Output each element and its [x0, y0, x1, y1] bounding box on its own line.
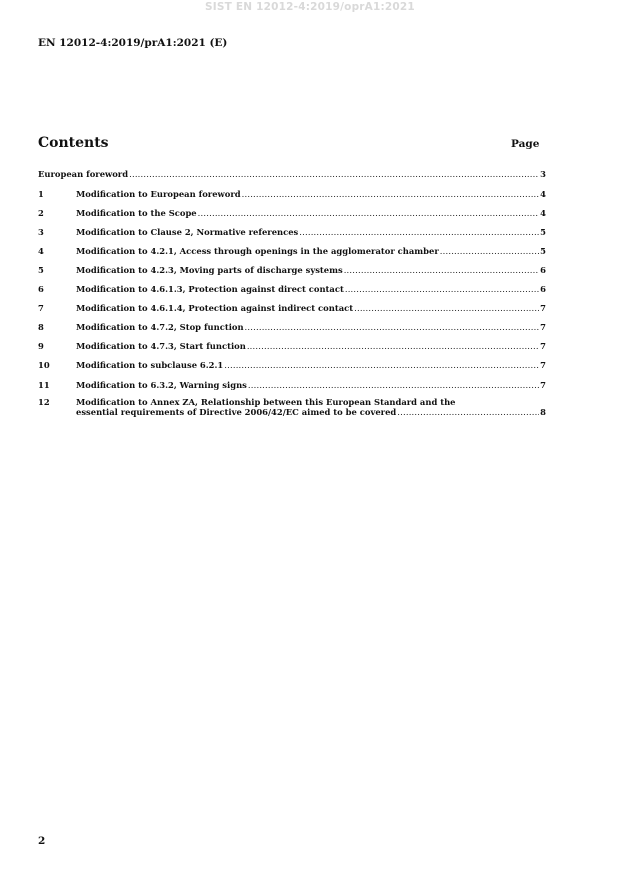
toc-entry-number: 12: [38, 397, 50, 408]
toc-entry[interactable]: [38, 225, 546, 237]
toc-entry-page: 6: [540, 284, 546, 295]
toc-leader-dots: [198, 208, 540, 218]
contents-heading: Contents: [38, 135, 109, 151]
toc-entry-title-line1: Modification to Annex ZA, Relationship between this European Standard and the: [76, 397, 456, 408]
toc-leader-dots: [247, 341, 539, 351]
toc-entry-page: 7: [540, 341, 546, 352]
toc-entry[interactable]: [38, 321, 546, 333]
toc-entry-title: Modification to 4.6.1.3, Protection against direct contact: [76, 284, 344, 295]
toc-entry[interactable]: [38, 397, 546, 417]
toc-entry-page: 8: [540, 407, 546, 418]
toc-entry-page: 4: [540, 207, 546, 218]
toc-entry-page: 3: [540, 168, 546, 179]
toc-leader-dots: [345, 284, 539, 294]
toc-entry-title: Modification to 4.6.1.4, Protection against indirect contact: [76, 303, 354, 314]
toc-entry-number: 2: [38, 207, 44, 218]
toc-entry-number: 6: [38, 284, 44, 295]
toc-entry-page: 4: [540, 188, 546, 199]
toc-entry[interactable]: [38, 302, 546, 314]
toc-entry[interactable]: [38, 167, 546, 179]
toc-leader-dots: [129, 169, 539, 179]
toc-entry-title: Modification to 4.7.3, Start function: [76, 341, 246, 352]
toc-entry-page: 5: [540, 226, 546, 237]
toc-entry[interactable]: [38, 359, 546, 371]
toc-entry-number: 7: [38, 303, 44, 314]
toc-entry-title: Modification to 4.7.2, Stop function: [76, 322, 244, 333]
toc-entry-number: 11: [38, 379, 50, 390]
toc-entry-page: 7: [540, 379, 546, 390]
toc-entry[interactable]: [38, 378, 546, 390]
toc-entry[interactable]: [38, 206, 546, 218]
toc-entry-title: Modification to European foreword: [76, 188, 241, 199]
toc-leader-dots: [224, 360, 539, 370]
toc-entry[interactable]: [38, 244, 546, 256]
toc-entry-title: European foreword: [38, 168, 129, 179]
toc-entry-page: 7: [540, 322, 546, 333]
toc-entry-number: 8: [38, 322, 44, 333]
toc-entry-number: 1: [38, 188, 44, 199]
toc-entry[interactable]: [38, 340, 546, 352]
toc-leader-dots: [397, 407, 539, 417]
toc-entry-number: 5: [38, 264, 44, 275]
toc-entry-title: Modification to 6.3.2, Warning signs: [76, 379, 247, 390]
toc-entry-page: 7: [540, 303, 546, 314]
toc-entry-title: Modification to 4.2.1, Access through openings in the agglomerator chamber: [76, 245, 439, 256]
toc-entry-title: Modification to subclause 6.2.1: [76, 360, 224, 371]
toc-entry-page: 7: [540, 360, 546, 371]
toc-entry-title-line2: essential requirements of Directive 2006/42/EC aimed to be covered: [76, 407, 397, 418]
toc-leader-dots: [354, 303, 539, 313]
page-column-heading: Page: [511, 138, 540, 150]
toc-entry-title: Modification to the Scope: [76, 207, 197, 218]
toc-entry-page: 5: [540, 245, 546, 256]
toc-leader-dots: [440, 246, 539, 256]
toc-entry-number: 10: [38, 360, 50, 371]
toc-entry-title: Modification to Clause 2, Normative references: [76, 226, 299, 237]
toc-leader-dots: [245, 322, 540, 332]
toc-entry-number: 4: [38, 245, 44, 256]
toc-leader-dots: [299, 227, 539, 237]
toc-entry[interactable]: [38, 283, 546, 295]
toc-entry-page: 6: [540, 264, 546, 275]
toc-entry-number: 3: [38, 226, 44, 237]
toc-leader-dots: [242, 189, 540, 199]
watermark: SIST EN 12012-4:2019/oprA1:2021: [205, 1, 415, 13]
page-number: 2: [38, 835, 46, 847]
document-identifier: EN 12012-4:2019/prA1:2021 (E): [38, 37, 228, 49]
toc-entry[interactable]: [38, 263, 546, 275]
toc-entry-title: Modification to 4.2.3, Moving parts of discharge systems: [76, 264, 343, 275]
toc-leader-dots: [248, 380, 539, 390]
table-of-contents: [38, 167, 546, 425]
toc-leader-dots: [344, 265, 539, 275]
toc-entry[interactable]: [38, 187, 546, 199]
toc-entry-number: 9: [38, 341, 44, 352]
